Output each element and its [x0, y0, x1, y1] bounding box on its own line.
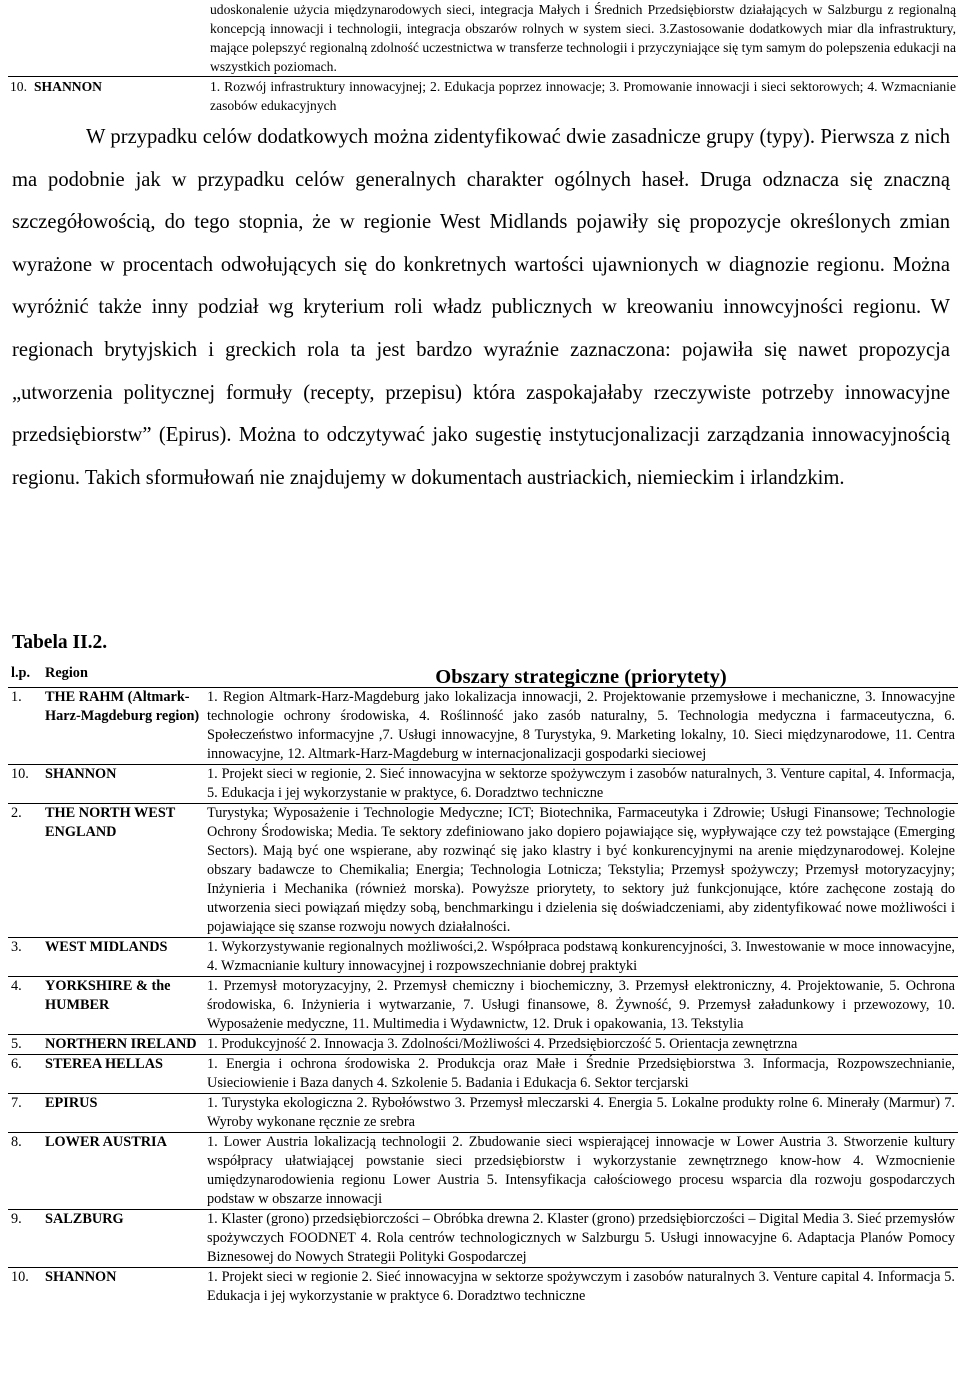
- row-areas: 1. Turystyka ekologiczna 2. Rybołówstwo 3. Przemysł mleczarski 4. Energia 5. Lokalne produkty rolne 6. Minerały (Marmur) 7. Wyroby wykonane ręcznie ze srebra: [204, 1094, 958, 1133]
- table-title: Tabela II.2.: [12, 632, 108, 653]
- row-region: [32, 0, 208, 77]
- row-areas: 1. Klaster (grono) przedsiębiorczości – Obróbka drewna 2. Klaster (grono) przedsiębiorczości – Digital Media 3. Sieć przemysłów spożywczych FOODNET 4. Rola centrów technologicznych w Salzburgu 5. Usługi innowacyjne 6. Adaptacja Planów Pomocy Biznesowej do Nowych Strategii Polityki Gospodarczej: [204, 1210, 958, 1268]
- row-number: [8, 0, 32, 77]
- row-text: 1. Rozwój infrastruktury innowacyjnej; 2. Edukacja poprzez innowacje; 3. Promowanie innowacji i sieci sektorowych; 4. Wzmacnianie zasobów edukacyjnych: [208, 77, 958, 116]
- row-number: 2.: [8, 804, 42, 938]
- table-row: [8, 1035, 958, 1055]
- row-region: SALZBURG: [42, 1210, 204, 1268]
- row-region: THE RAHM (Altmark-Harz-Magdeburg region): [42, 688, 204, 765]
- row-number: 6.: [8, 1055, 42, 1094]
- row-areas: 1. Lower Austria lokalizacją technologii 2. Zbudowanie sieci wspierającej innowacje w Lower Austria 3. Stworzenie kultury współpracy ułatwiającej powstanie sieci przedsiębiorstw i wykorzystanie zewnętrznego know-how 4. Wzmocnienie umiędzynarodowienia regionu Lower Austria 5. Intensyfikacja całościowego procesu wsparcia dla rozwoju gospodarczych podstaw w obszarze innowacji: [204, 1133, 958, 1210]
- continuation-table: [8, 0, 958, 115]
- row-region: NORTHERN IRELAND: [42, 1035, 204, 1055]
- row-number: 10.: [8, 765, 42, 804]
- table-row: [8, 688, 958, 765]
- table-row: [8, 0, 958, 77]
- row-number: 10.: [8, 1268, 42, 1307]
- table-row: [8, 765, 958, 804]
- row-region: SHANNON: [42, 1268, 204, 1307]
- row-number: 8.: [8, 1133, 42, 1210]
- row-number: 3.: [8, 938, 42, 977]
- row-region: SHANNON: [42, 765, 204, 804]
- row-region: EPIRUS: [42, 1094, 204, 1133]
- row-region: STEREA HELLAS: [42, 1055, 204, 1094]
- table-header-row: [8, 664, 958, 688]
- row-number: 1.: [8, 688, 42, 765]
- row-number: 10.: [8, 77, 32, 116]
- row-region: LOWER AUSTRIA: [42, 1133, 204, 1210]
- row-text: udoskonalenie użycia międzynarodowych sieci, integracja Małych i Średnich Przedsiębiorstw działających w Salzburgu z regionalną koncepcją innowacji i technologii, integracja obszarów rolnych w system sieci. 3.Zastosowanie dodatkowych miar dla infrastruktury, mające polepszyć regionalną zdolność uczestnictwa w transferze technologii i przyczyniające się tym samym do polepszenia edukacji na wszystkich poziomach.: [210, 2, 956, 74]
- table-row: [8, 1268, 958, 1307]
- row-region: WEST MIDLANDS: [42, 938, 204, 977]
- body-paragraph: W przypadku celów dodatkowych można zidentyfikować dwie zasadnicze grupy (typy). Pierwsza z nich ma podobnie jak w przypadku celów generalnych charakter ogólnych haseł. Druga odznacza się znaczną szczegółowością, do tego stopnia, że w regionie West Midlands pojawiły się propozycje określonych zmian wyrażone w procentach odwołujących się do konkretnych wartości ujawnionych w diagnozie regionu. Można wyróżnić także inny podział wg kryterium roli władz publicznych w kreowaniu innowcyjności regionu. W regionach brytyjskich i greckich rola ta jest bardzo wyraźnie zaznaczona: pojawiła się nawet propozycja „utworzenia politycznej formuły (recepty, przepisu) która zaspokajałaby rzeczywiste potrzeby innowacyjne przedsiębiorstw” (Epirus). Można to odczytywać jako sugestię instytucjonalizacji zarządzania innowacyjnością regionu. Takich sformułowań nie znajdujemy w dokumentach austriackich, niemieckim i irlandzkim.: [12, 126, 950, 489]
- row-areas: 1. Region Altmark-Harz-Magdeburg jako lokalizacja innowacji, 2. Projektowanie przemysłowe i mechaniczne, 3. Innowacyjne technologie ochrony środowiska, 4. Roślinność jako zasób naturalny, 5. Technologia medyczna i farmaceutyczna, 6. Społeczeństwo informacyjne ,7. Usługi innowacyjne, 8 Turystyka, 9. Marketing lokalny, 10. Sieci międzynarodowe, 11. Centra innowacyjne, 12. Altmark-Harz-Magdeburg w internacjonalizacji gospodarki sieciowej: [204, 688, 958, 765]
- row-number: 9.: [8, 1210, 42, 1268]
- table-row: [8, 1210, 958, 1268]
- strategic-areas-table: [8, 664, 958, 1306]
- table-row: [8, 1133, 958, 1210]
- row-region: THE NORTH WEST ENGLAND: [42, 804, 204, 938]
- header-region: Region: [45, 665, 88, 681]
- table-row: [8, 1055, 958, 1094]
- row-areas: 1. Projekt sieci w regionie, 2. Sieć innowacyjna w sektorze spożywczym i zasobów naturalnych, 3. Venture capital, 4. Informacja, 5. Edukacja i jej wykorzystanie w praktyce, 6. Doradztwo techniczne: [204, 765, 958, 804]
- row-region: SHANNON: [32, 77, 208, 116]
- header-lp: l.p.: [11, 665, 31, 681]
- table-row: [8, 938, 958, 977]
- row-areas: 1. Energia i ochrona środowiska 2. Produkcja oraz Małe i Średnie Przedsiębiorstwa 3. Informacja, Rozpowszechnianie, Usieciowienie i Baza danych 4. Szkolenie 5. Badania i Edukacja 6. Sektor tercjarski: [204, 1055, 958, 1094]
- row-areas: 1. Przemysł motoryzacyjny, 2. Przemysł chemiczny i biochemiczny, 3. Przemysł elektroniczny, 4. Projektowanie, 5. Ochrona środowiska, 6. Inżynieria i wytwarzanie, 7. Usługi finansowe, 8. Żywność, 9. Przemysł załadunkowy i przewozowy, 10. Wyposażenie medyczne, 11. Multimedia i Wydawnictw, 12. Druk i opakowania, 13. Tekstylia: [204, 977, 958, 1035]
- table-row: [8, 977, 958, 1035]
- table-row: [8, 1094, 958, 1133]
- header-areas: Obszary strategiczne (priorytety): [435, 666, 727, 688]
- table-row: [8, 77, 958, 116]
- row-areas: 1. Projekt sieci w regionie 2. Sieć innowacyjna w sektorze spożywczym i zasobów naturalnych 3. Venture capital 4. Informacja 5. Edukacja i jej wykorzystanie w praktyce 6. Doradztwo techniczne: [204, 1268, 958, 1307]
- row-number: 7.: [8, 1094, 42, 1133]
- table-row: [8, 804, 958, 938]
- row-areas: 1. Wykorzystywanie regionalnych możliwości,2. Współpraca podstawą konkurencyjności, 3. Inwestowanie w moce innowacyjne, 4. Wzmacnianie kultury innowacyjnej i rozpowszechnianie dobrej praktyki: [204, 938, 958, 977]
- row-region: YORKSHIRE & the HUMBER: [42, 977, 204, 1035]
- row-areas: Turystyka; Wyposażenie i Technologie Medyczne; ICT; Biotechnika, Farmaceutyka i Zdrowie; Usługi Finansowe; Technologie Ochrony Środowiska; Media. Te sektory zdefiniowano jako dopiero pojawiające się, wypływające czy też powstające (Emerging Sectors). Mają być one wspierane, aby rozwinąć się jako klastry i być konkurencyjnymi na arenie międzynarodowej. Kolejne obszary badawcze to Chemikalia; Energia; Technologia Lotnicza; Tekstylia; Przemysł spożywczy; Przemysł motoryzacyjny; Inżynieria i Mechanika (również morska). Powyższe priorytety, to sektory już funkcjonujące, które zachęcone zostają do utworzenia sieci powiązań między sobą, benchmarkingu i dzielenia się doświadczeniami, aby zidentyfikować nowe możliwości i pojawiające się szanse rozwoju nowych działalności.: [204, 804, 958, 938]
- row-areas: 1. Produkcyjność 2. Innowacja 3. Zdolności/Możliwości 4. Przedsiębiorczość 5. Orientacja zewnętrzna: [204, 1035, 958, 1055]
- row-number: 5.: [8, 1035, 42, 1055]
- row-number: 4.: [8, 977, 42, 1035]
